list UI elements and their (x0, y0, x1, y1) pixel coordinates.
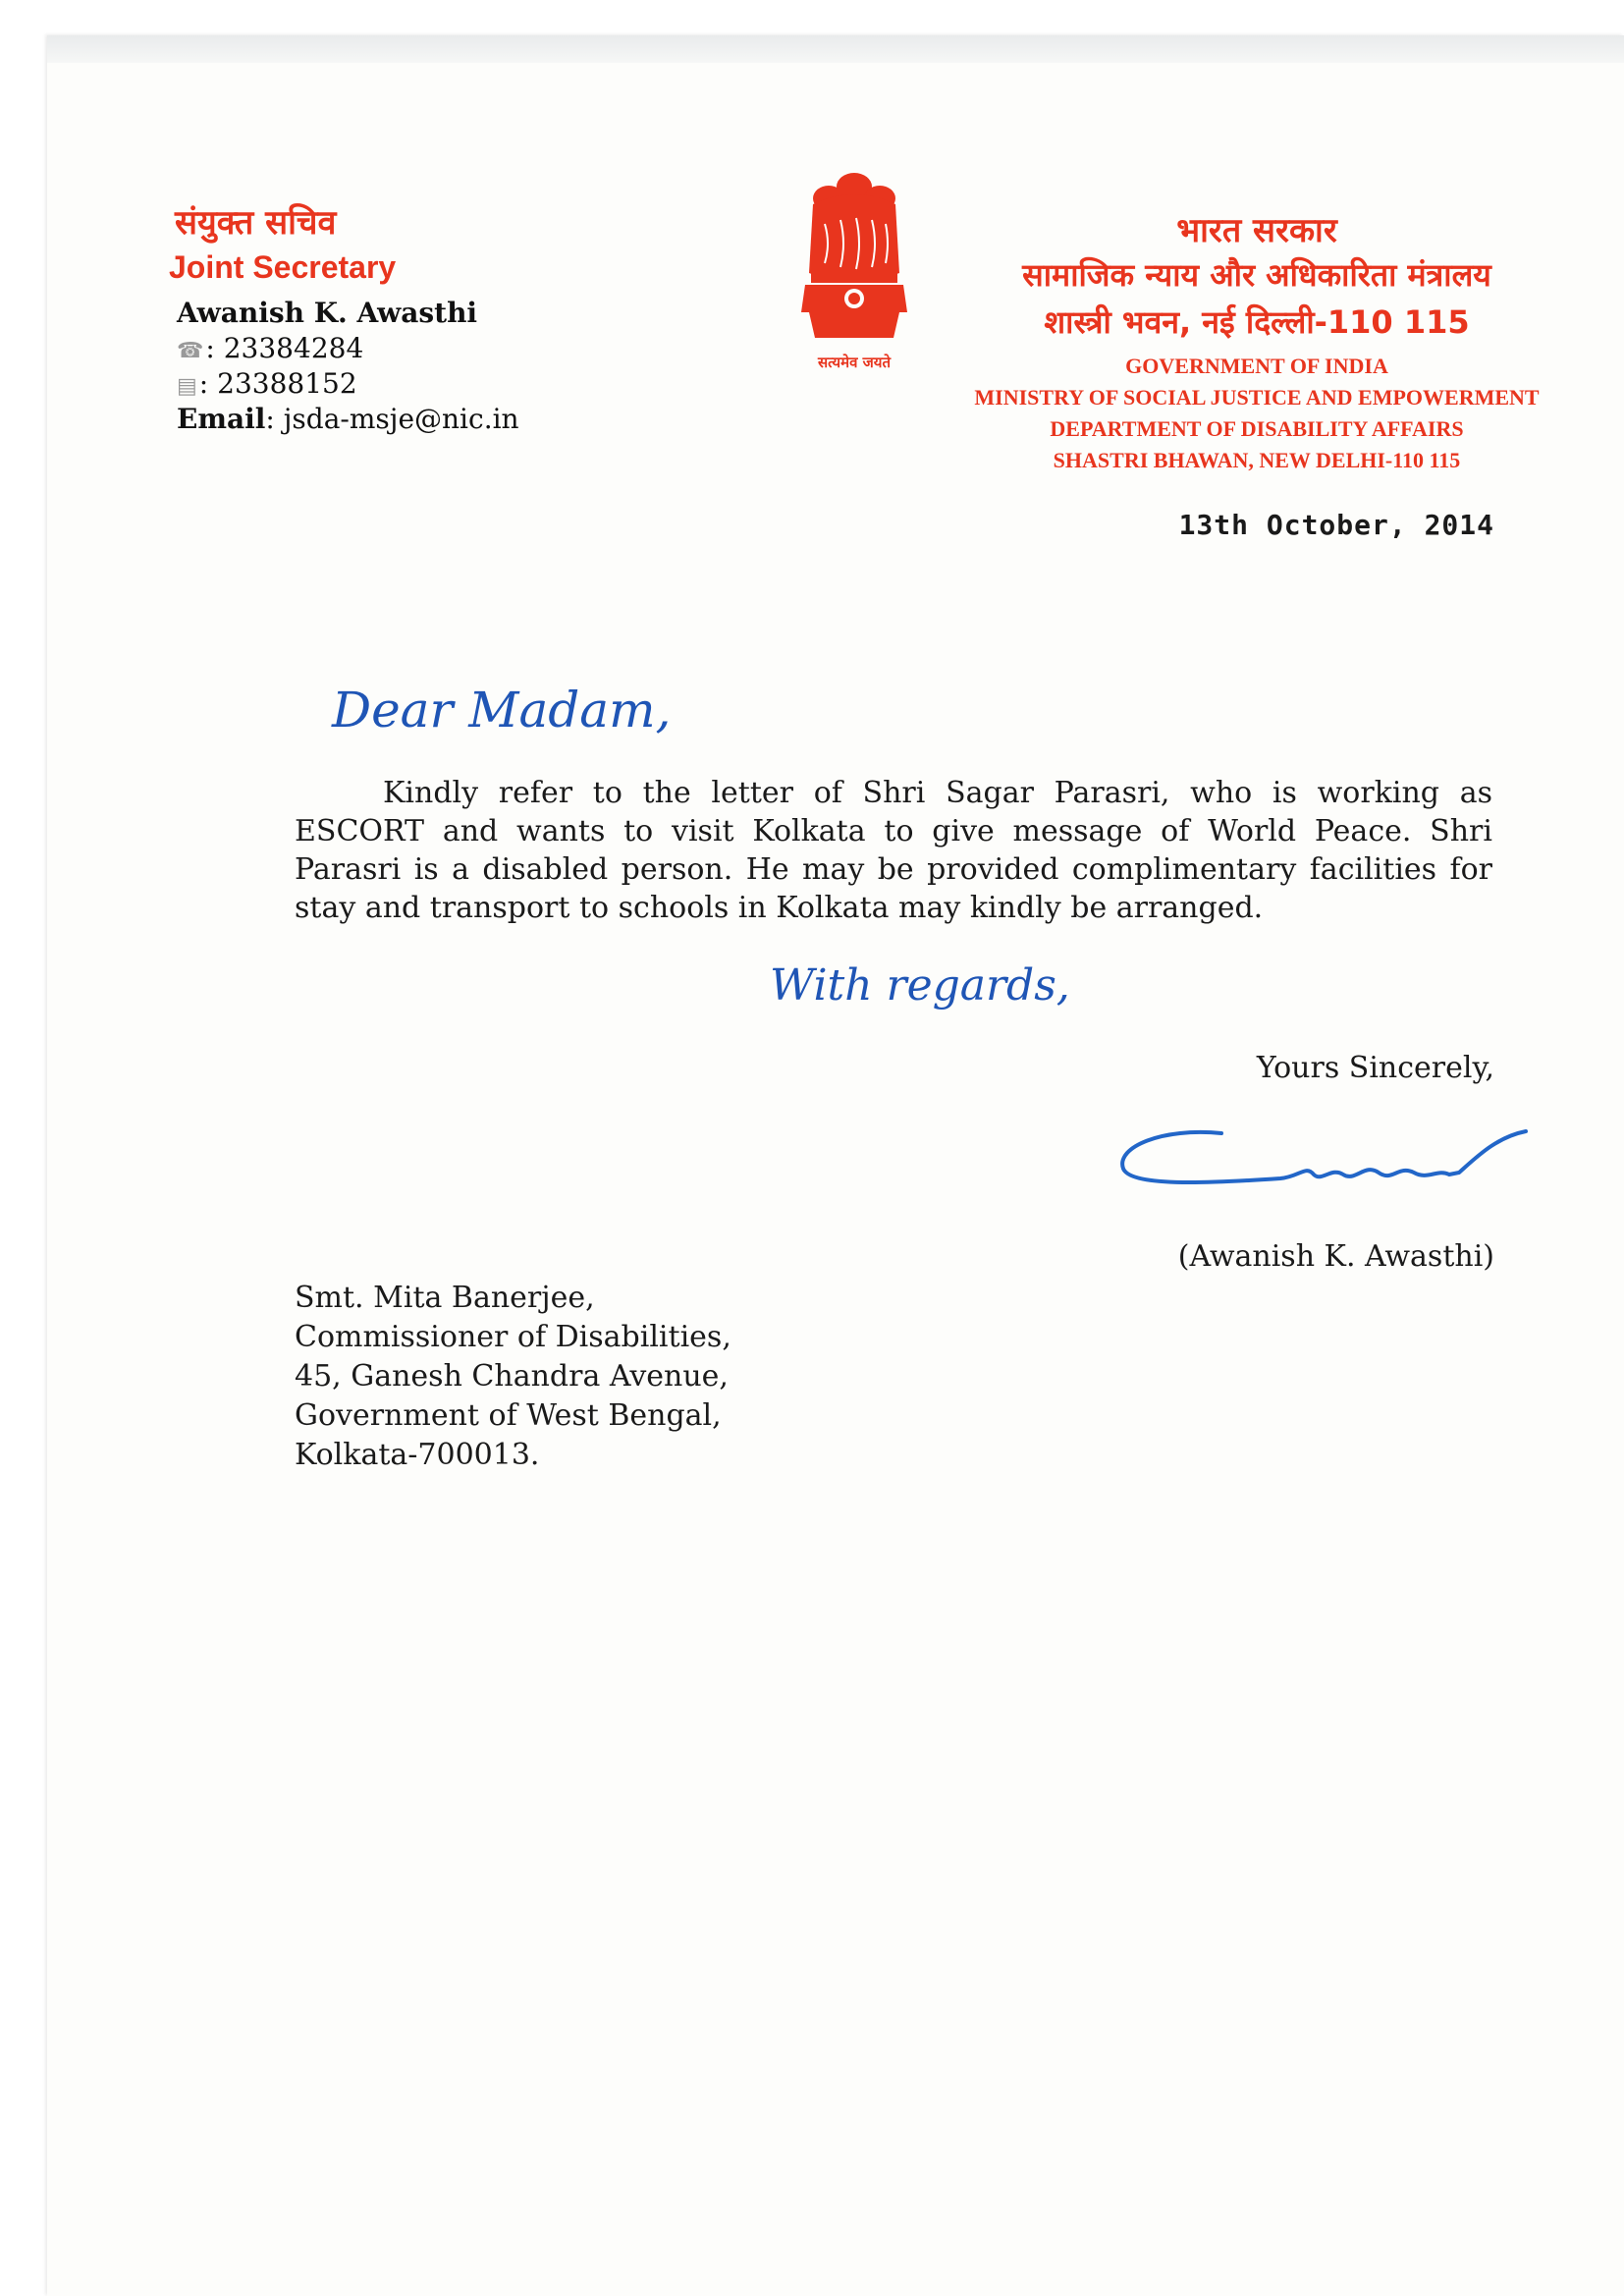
national-emblem-icon (791, 165, 917, 383)
letter-date: 13th October, 2014 (1178, 509, 1494, 541)
phone-line (177, 332, 363, 364)
email-address: : jsda-msje@nic.in (265, 403, 519, 435)
ministry-name: MINISTRY OF SOCIAL JUSTICE AND EMPOWERMENT (974, 385, 1540, 410)
fax-number: : 23388152 (198, 367, 357, 400)
sheet-top-edge (47, 35, 1624, 63)
recipient-street: 45, Ganesh Chandra Avenue, (295, 1359, 729, 1394)
designation: Joint Secretary (169, 249, 397, 285)
email-label: Email (177, 403, 266, 435)
regards-note: With regards, (770, 960, 1070, 1011)
hindi-government: भारत सरकार (1176, 211, 1337, 250)
recipient-government: Government of West Bengal, (295, 1398, 722, 1433)
recipient-designation: Commissioner of Disabilities, (295, 1320, 731, 1354)
office-address: SHASTRI BHAWAN, NEW DELHI-110 115 (1053, 448, 1461, 472)
phone-number: : 23384284 (205, 332, 364, 364)
government-name: GOVERNMENT OF INDIA (1125, 354, 1388, 378)
recipient-address (295, 1279, 731, 1475)
hindi-ministry: सामाजिक न्याय और अधिकारिता मंत्रालय (1022, 256, 1491, 294)
hindi-designation: संयुक्त सचिव (175, 203, 337, 243)
fax-line (177, 367, 357, 400)
department-name: DEPARTMENT OF DISABILITY AFFAIRS (1050, 416, 1464, 441)
officer-name: Awanish K. Awasthi (177, 297, 478, 329)
hindi-address: शास्त्री भवन, नई दिल्ली-110 115 (1044, 303, 1470, 341)
emblem-motto: सत्यमेव जयते (817, 354, 892, 371)
closing: Yours Sincerely, (1256, 1051, 1494, 1085)
recipient-name: Smt. Mita Banerjee, (295, 1281, 595, 1315)
signer-name: (Awanish K. Awasthi) (1177, 1239, 1494, 1274)
email-line (177, 403, 519, 435)
telephone-icon: ☎ (177, 339, 204, 363)
letter-body: Kindly refer to the letter of Shri Sagar Parasri, who is working as ESCORT and wants to visit Kolkata to give message of World Peace. Shri Parasri is a disabled person. He may be provided complimentary facilities for stay and transport to schools in Kolkata may kindly be arranged. (295, 776, 1492, 925)
recipient-city: Kolkata-700013. (295, 1438, 540, 1472)
salutation: Dear Madam, (332, 682, 672, 738)
fax-icon: ▤ (177, 374, 197, 399)
signature-icon (1104, 1118, 1595, 1226)
